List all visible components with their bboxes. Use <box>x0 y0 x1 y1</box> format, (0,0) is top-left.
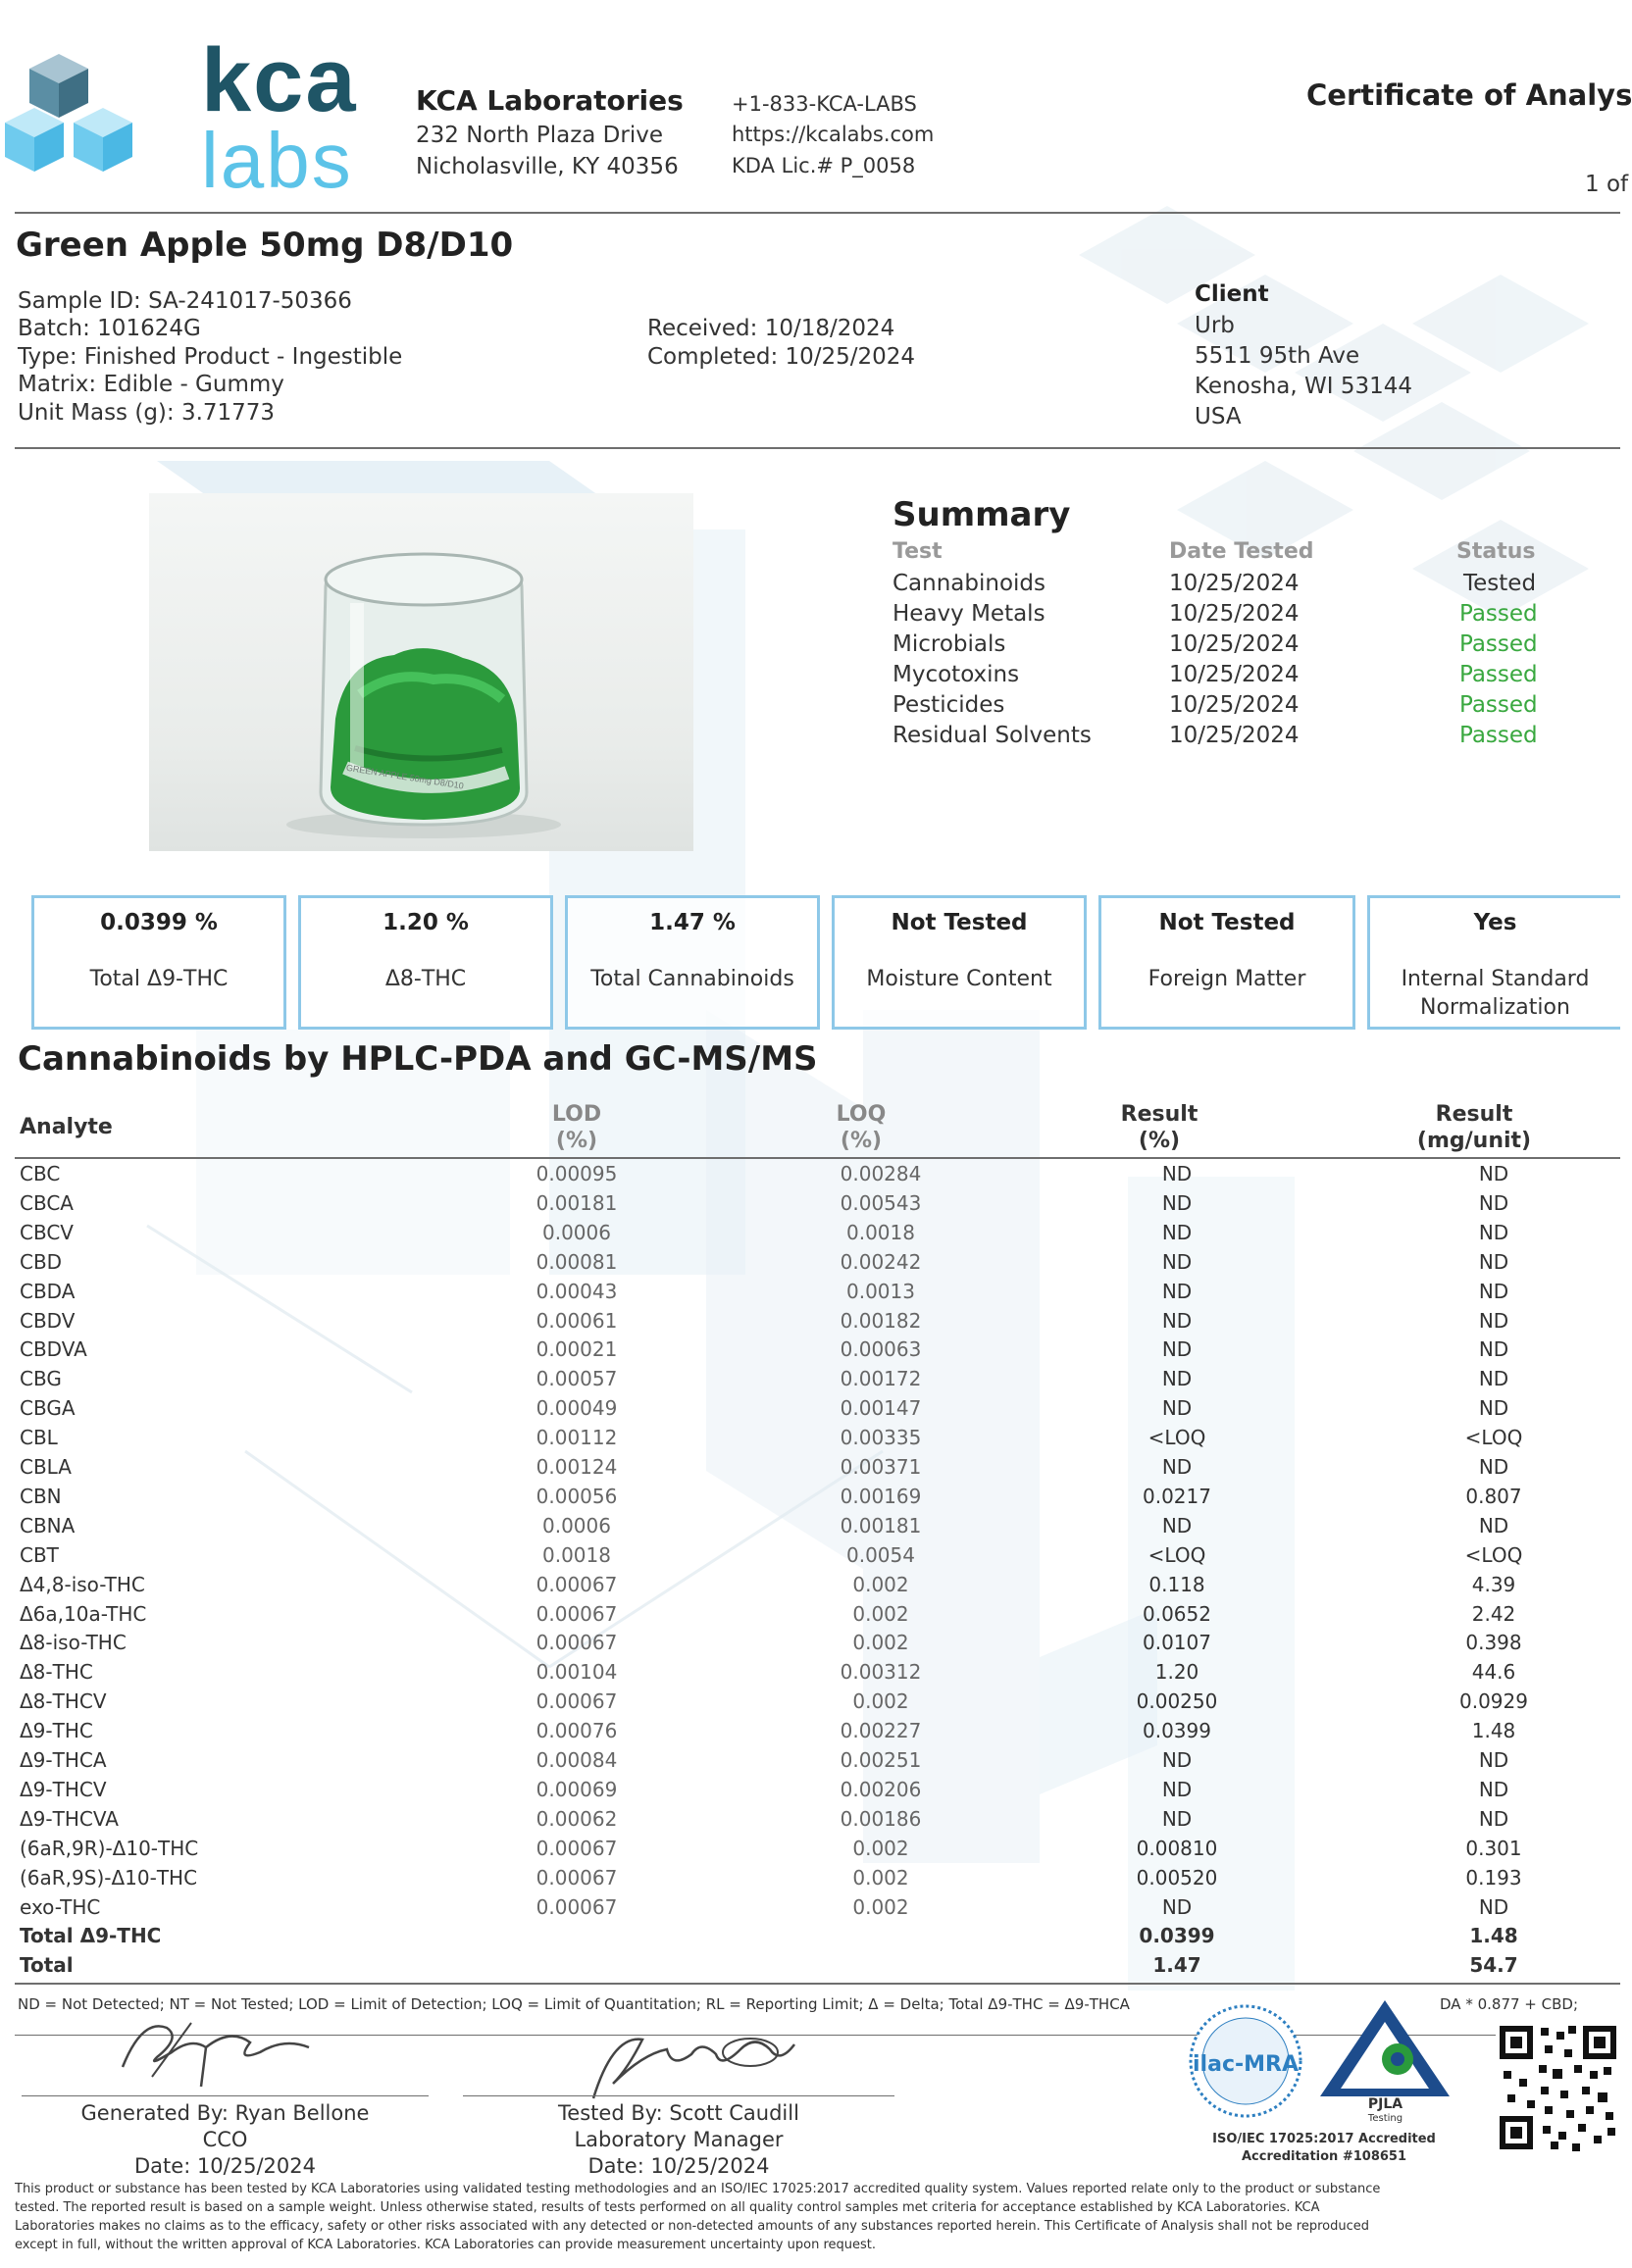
result-cell: 0.0652 <box>1143 1601 1211 1626</box>
footnote: ND = Not Detected; NT = Not Tested; LOD = Limit of Detection; LOQ = Limit of Quantitation; RL = Reporting Limit; Δ = Delta; Total Δ9-THC = Δ9-THCA <box>18 1995 1130 2013</box>
unit-mass: Unit Mass (g): 3.71773 <box>18 400 276 426</box>
analyte-cell: CBG <box>20 1367 62 1391</box>
table-row <box>18 1309 1606 1338</box>
table-row <box>18 1250 1606 1280</box>
mg-unit-cell: ND <box>1478 1455 1509 1479</box>
ilac-mra-text: ilac-MRA <box>1193 2052 1299 2077</box>
signature-line-generated <box>22 2095 429 2096</box>
result-cell: ND <box>1161 1367 1193 1391</box>
metric-label: Total Cannabinoids <box>590 967 794 991</box>
table-row <box>18 1426 1606 1455</box>
result-cell: ND <box>1161 1806 1193 1831</box>
summary-status: Passed <box>1459 662 1538 687</box>
analyte-cell: CBD <box>20 1249 63 1274</box>
mg-unit-cell: ND <box>1478 1308 1509 1333</box>
mg-unit-cell: 0.0929 <box>1459 1689 1528 1714</box>
mg-unit-cell: ND <box>1478 1748 1509 1772</box>
lab-phone: +1-833-KCA-LABS <box>732 92 917 116</box>
mg-unit-cell: 0.301 <box>1465 1836 1522 1860</box>
analyte-cell: CBN <box>20 1484 62 1508</box>
analyte-cell: Δ8-THCV <box>20 1689 107 1714</box>
mg-unit-cell: ND <box>1478 1894 1509 1919</box>
loq-cell: 0.00147 <box>840 1396 922 1421</box>
summary-test: Microbials <box>892 631 1006 657</box>
summary-status: Passed <box>1459 692 1538 718</box>
loq-cell: 0.00312 <box>840 1660 922 1685</box>
product-type: Type: Finished Product - Ingestible <box>18 344 403 370</box>
analyte-cell: Total Δ9-THC <box>20 1924 162 1948</box>
table-row <box>18 1866 1606 1895</box>
received-date: Received: 10/18/2024 <box>647 316 895 341</box>
metric-value: Not Tested <box>1158 910 1296 935</box>
col-result-label: Result <box>1120 1102 1198 1127</box>
loq-cell: 0.0013 <box>846 1279 915 1303</box>
disclaimer-line-3: Laboratories makes no claims as to the efficacy, safety or other risks associated with any detected or non-detected amounts of any substances reported herein. This Certificate of Analysis shall not be reproduced <box>15 2219 1369 2234</box>
result-cell: ND <box>1161 1249 1193 1274</box>
lod-cell: 0.00095 <box>536 1162 618 1185</box>
mg-unit-cell: ND <box>1478 1777 1509 1801</box>
loq-cell: 0.00335 <box>840 1426 922 1450</box>
generated-title: CCO <box>202 2128 248 2151</box>
table-row <box>18 1191 1606 1221</box>
tested-title: Laboratory Manager <box>574 2128 784 2151</box>
analyte-cell: CBL <box>20 1426 58 1450</box>
table-row <box>18 1280 1606 1309</box>
mg-unit-cell: 0.807 <box>1465 1484 1522 1508</box>
pjla-sub: Testing <box>1367 2113 1403 2124</box>
jar-label-text: GREEN APPLE 50mg D8/D10 <box>345 762 465 791</box>
lab-name: KCA Laboratories <box>416 84 684 117</box>
analyte-cell: CBT <box>20 1542 59 1567</box>
summary-status: Passed <box>1459 631 1538 657</box>
disclaimer-line-2: tested. The reported result is based on a sample weight. Unless otherwise stated, results of tests performed on all quality control samples met criteria for acceptance established by KCA Laboratories. KCA <box>15 2200 1320 2215</box>
cannabinoids-title: Cannabinoids by HPLC-PDA and GC-MS/MS <box>18 1039 818 1079</box>
mg-unit-cell: 0.193 <box>1465 1865 1522 1890</box>
lod-cell: 0.00067 <box>536 1689 618 1714</box>
lab-address-2: Nicholasville, KY 40356 <box>416 154 679 179</box>
analyte-cell: Δ8-iso-THC <box>20 1631 127 1655</box>
table-row <box>18 1367 1606 1396</box>
table-row <box>18 1748 1606 1778</box>
info-divider <box>15 447 1620 449</box>
lod-cell: 0.00061 <box>536 1308 618 1333</box>
metric-box-d8-thc <box>298 895 553 1030</box>
mg-unit-cell: 4.39 <box>1471 1572 1516 1596</box>
table-row <box>18 1455 1606 1485</box>
loq-cell: 0.00172 <box>840 1367 922 1391</box>
client-heading: Client <box>1195 281 1269 307</box>
result-cell: ND <box>1161 1513 1193 1537</box>
analyte-cell: Δ9-THC <box>20 1719 93 1743</box>
result-cell: 0.0399 <box>1143 1719 1211 1743</box>
metric-value: Yes <box>1473 910 1517 935</box>
lod-cell: 0.00067 <box>536 1894 618 1919</box>
table-row <box>18 1485 1606 1514</box>
lab-website[interactable]: https://kcalabs.com <box>732 123 935 146</box>
lod-cell: 0.00057 <box>536 1367 618 1391</box>
summary-test: Residual Solvents <box>892 723 1092 748</box>
analyte-cell: CBGA <box>20 1396 76 1421</box>
lod-cell: 0.00056 <box>536 1484 618 1508</box>
table-row <box>18 1162 1606 1191</box>
summary-date: 10/25/2024 <box>1169 692 1300 718</box>
analyte-cell: Δ9-THCVA <box>20 1806 119 1831</box>
result-cell: 0.0217 <box>1143 1484 1211 1508</box>
result-cell: <LOQ <box>1148 1426 1206 1450</box>
result-cell: <LOQ <box>1148 1542 1206 1567</box>
summary-test: Pesticides <box>892 692 1005 718</box>
result-cell: ND <box>1161 1162 1193 1185</box>
table-row <box>18 1514 1606 1543</box>
col-loq-label: LOQ <box>836 1102 887 1127</box>
summary-date: 10/25/2024 <box>1169 662 1300 687</box>
mg-unit-cell: 1.48 <box>1469 1924 1518 1948</box>
table-row <box>18 1337 1606 1367</box>
loq-cell: 0.002 <box>852 1894 909 1919</box>
gummy-jar-icon <box>149 493 693 851</box>
tested-by: Tested By: Scott Caudill <box>558 2101 799 2125</box>
loq-cell: 0.00181 <box>840 1513 922 1537</box>
analyte-cell: CBDV <box>20 1308 76 1333</box>
col-lod <box>479 1101 675 1154</box>
signature-scott-caudill <box>574 2015 809 2113</box>
mg-unit-cell: ND <box>1478 1806 1509 1831</box>
analyte-cell: exo-THC <box>20 1894 101 1919</box>
lod-cell: 0.00067 <box>536 1572 618 1596</box>
logo-text-kca: kca <box>201 30 358 130</box>
table-row <box>18 1719 1606 1748</box>
col-mg-unit <box>1356 1101 1592 1154</box>
table-bottom-divider <box>15 1983 1620 1985</box>
header-divider <box>15 212 1620 214</box>
summary-title: Summary <box>892 495 1071 534</box>
metric-box-total-d9-thc <box>31 895 286 1030</box>
summary-status: Tested <box>1463 571 1537 596</box>
metric-box-internal-standard <box>1367 895 1620 1030</box>
loq-cell: 0.002 <box>852 1836 909 1860</box>
lod-cell: 0.00069 <box>536 1777 618 1801</box>
result-cell: ND <box>1161 1308 1193 1333</box>
analyte-cell: Δ9-THCV <box>20 1777 107 1801</box>
lod-cell: 0.00043 <box>536 1279 618 1303</box>
tested-date: Date: 10/25/2024 <box>587 2154 770 2178</box>
pjla-text: PJLA <box>1367 2096 1403 2112</box>
lod-cell: 0.00067 <box>536 1865 618 1890</box>
table-row <box>18 1396 1606 1426</box>
lod-cell: 0.0006 <box>542 1513 611 1537</box>
mg-unit-cell: ND <box>1478 1190 1509 1215</box>
analyte-cell: Δ8-THC <box>20 1660 93 1685</box>
document-title: Certificate of Analys <box>1306 78 1632 112</box>
mg-unit-cell: ND <box>1478 1513 1509 1537</box>
analyte-cell: Total <box>20 1953 74 1978</box>
mg-unit-cell: <LOQ <box>1464 1542 1523 1567</box>
qr-code-icon[interactable] <box>1496 2022 1620 2154</box>
loq-cell: 0.0018 <box>846 1220 915 1244</box>
lod-cell: 0.0006 <box>542 1220 611 1244</box>
client-city: Kenosha, WI 53144 <box>1195 374 1413 399</box>
lod-cell: 0.00067 <box>536 1836 618 1860</box>
loq-cell: 0.00227 <box>840 1719 922 1743</box>
generated-date: Date: 10/25/2024 <box>134 2154 316 2178</box>
mg-unit-cell: ND <box>1478 1337 1509 1362</box>
lod-cell: 0.00084 <box>536 1748 618 1772</box>
summary-test: Mycotoxins <box>892 662 1020 687</box>
generated-by: Generated By: Ryan Bellone <box>80 2101 370 2125</box>
mg-unit-cell: 2.42 <box>1471 1601 1516 1626</box>
mg-unit-cell: 44.6 <box>1471 1660 1516 1685</box>
loq-cell: 0.00182 <box>840 1308 922 1333</box>
col-mg-unit-label: (mg/unit) <box>1416 1129 1532 1153</box>
ilac-mra-logo-icon <box>1182 2000 1309 2128</box>
lod-cell: 0.00049 <box>536 1396 618 1421</box>
loq-cell: 0.002 <box>852 1689 909 1714</box>
analyte-cell: CBC <box>20 1162 61 1185</box>
table-row <box>18 1573 1606 1602</box>
mg-unit-cell: ND <box>1478 1367 1509 1391</box>
table-row <box>18 1660 1606 1689</box>
summary-status: Passed <box>1459 723 1538 748</box>
table-row <box>18 1631 1606 1660</box>
result-cell: ND <box>1161 1455 1193 1479</box>
result-cell: ND <box>1161 1777 1193 1801</box>
metric-value: 0.0399 % <box>100 910 218 935</box>
table-row <box>18 1807 1606 1837</box>
accreditation-number: Accreditation #108651 <box>1242 2149 1406 2164</box>
client-street: 5511 95th Ave <box>1195 343 1360 369</box>
loq-cell: 0.0054 <box>846 1542 915 1567</box>
lod-cell: 0.00067 <box>536 1631 618 1655</box>
lod-cell: 0.0018 <box>542 1542 611 1567</box>
result-cell: 0.118 <box>1148 1572 1205 1596</box>
table-total-row <box>18 1924 1606 1953</box>
lod-cell: 0.00104 <box>536 1660 618 1685</box>
client-name: Urb <box>1195 313 1235 338</box>
col-lod-unit: (%) <box>555 1129 598 1153</box>
result-cell: ND <box>1161 1337 1193 1362</box>
table-row <box>18 1602 1606 1632</box>
result-cell: 0.00520 <box>1136 1865 1218 1890</box>
loq-cell: 0.00251 <box>840 1748 922 1772</box>
loq-cell: 0.00186 <box>840 1806 922 1831</box>
result-cell: 1.20 <box>1154 1660 1199 1685</box>
lod-cell: 0.00124 <box>536 1455 618 1479</box>
result-cell: ND <box>1161 1220 1193 1244</box>
analyte-cell: Δ4,8-iso-THC <box>20 1572 145 1596</box>
loq-cell: 0.00206 <box>840 1777 922 1801</box>
lod-cell: 0.00112 <box>536 1426 618 1450</box>
sample-id: Sample ID: SA-241017-50366 <box>18 288 352 314</box>
result-cell: 0.00250 <box>1136 1689 1218 1714</box>
result-cell: 0.00810 <box>1136 1836 1218 1860</box>
analyte-cell: Δ9-THCA <box>20 1748 107 1772</box>
col-result <box>1042 1101 1277 1154</box>
table-row <box>18 1895 1606 1925</box>
result-cell: 1.47 <box>1152 1953 1201 1978</box>
col-lod-label: LOD <box>551 1102 602 1127</box>
lod-cell: 0.00021 <box>536 1337 618 1362</box>
metric-label: Moisture Content <box>866 967 1052 991</box>
result-cell: ND <box>1161 1279 1193 1303</box>
table-row <box>18 1689 1606 1719</box>
analyte-cell: CBDA <box>20 1279 76 1303</box>
mg-unit-cell: 1.48 <box>1471 1719 1516 1743</box>
product-name: Green Apple 50mg D8/D10 <box>16 226 514 265</box>
footnote-right: DA * 0.877 + CBD; <box>1440 1995 1578 2013</box>
loq-cell: 0.00543 <box>840 1190 922 1215</box>
completed-date: Completed: 10/25/2024 <box>647 344 916 370</box>
matrix: Matrix: Edible - Gummy <box>18 372 284 397</box>
table-row <box>18 1837 1606 1866</box>
summary-header-status: Status <box>1456 539 1536 564</box>
loq-cell: 0.00242 <box>840 1249 922 1274</box>
metric-label: Δ8-THC <box>384 967 467 991</box>
metric-label: Foreign Matter <box>1148 967 1306 991</box>
summary-test: Heavy Metals <box>892 601 1046 627</box>
summary-header-test: Test <box>892 539 943 564</box>
mg-unit-cell: ND <box>1478 1249 1509 1274</box>
disclaimer-line-4: except in full, without the written approval of KCA Laboratories. KCA Laboratories can provide measurement uncertainty upon request. <box>15 2238 876 2252</box>
result-cell: ND <box>1161 1190 1193 1215</box>
analyte-cell: CBCV <box>20 1220 74 1244</box>
summary-header-date: Date Tested <box>1169 539 1314 564</box>
analyte-cell: CBNA <box>20 1513 76 1537</box>
metric-box-foreign-matter <box>1098 895 1355 1030</box>
metric-box-moisture <box>832 895 1087 1030</box>
col-analyte: Analyte <box>20 1115 113 1139</box>
table-header-divider <box>15 1157 1620 1159</box>
result-cell: ND <box>1161 1748 1193 1772</box>
loq-cell: 0.002 <box>852 1631 909 1655</box>
lod-cell: 0.00181 <box>536 1190 618 1215</box>
mg-unit-cell: ND <box>1478 1162 1509 1185</box>
summary-status: Passed <box>1459 601 1538 627</box>
result-cell: ND <box>1161 1396 1193 1421</box>
result-cell: ND <box>1161 1894 1193 1919</box>
metric-label: Total Δ9-THC <box>89 967 229 991</box>
loq-cell: 0.00371 <box>840 1455 922 1479</box>
signature-ryan-bellone <box>113 2008 329 2096</box>
table-row <box>18 1543 1606 1573</box>
table-total-row <box>18 1953 1606 1983</box>
product-photo <box>149 493 693 851</box>
summary-date: 10/25/2024 <box>1169 571 1300 596</box>
summary-date: 10/25/2024 <box>1169 631 1300 657</box>
summary-date: 10/25/2024 <box>1169 601 1300 627</box>
batch: Batch: 101624G <box>18 316 201 341</box>
signature-line-tested <box>463 2095 894 2096</box>
lod-cell: 0.00081 <box>536 1249 618 1274</box>
mg-unit-cell: ND <box>1478 1220 1509 1244</box>
disclaimer-line-1: This product or substance has been tested by KCA Laboratories using validated testing methodologies and an ISO/IEC 17025:2017 accredited quality system. Values reported relate only to the product or substance <box>15 2182 1381 2196</box>
lod-cell: 0.00067 <box>536 1601 618 1626</box>
mg-unit-cell: <LOQ <box>1464 1426 1523 1450</box>
metric-box-total-cannabinoids <box>565 895 820 1030</box>
loq-cell: 0.00169 <box>840 1484 922 1508</box>
analyte-cell: CBCA <box>20 1190 74 1215</box>
mg-unit-cell: 54.7 <box>1469 1953 1518 1978</box>
analyte-cell: CBDVA <box>20 1337 87 1362</box>
metric-value: 1.20 % <box>382 910 469 935</box>
iso-accreditation: ISO/IEC 17025:2017 Accredited <box>1212 2132 1436 2146</box>
lod-cell: 0.00062 <box>536 1806 618 1831</box>
summary-date: 10/25/2024 <box>1169 723 1300 748</box>
logo-cubes-icon <box>0 49 186 206</box>
mg-unit-cell: ND <box>1478 1279 1509 1303</box>
loq-cell: 0.00284 <box>840 1162 922 1185</box>
col-mg-label: Result <box>1435 1102 1513 1127</box>
mg-unit-cell: ND <box>1478 1396 1509 1421</box>
lod-cell: 0.00076 <box>536 1719 618 1743</box>
mg-unit-cell: 0.398 <box>1465 1631 1522 1655</box>
metric-value: Not Tested <box>891 910 1028 935</box>
lab-license: KDA Lic.# P_0058 <box>732 154 916 177</box>
result-cell: 0.0399 <box>1139 1924 1215 1948</box>
table-row <box>18 1778 1606 1807</box>
pjla-logo-icon <box>1319 1998 1452 2101</box>
lab-address-1: 232 North Plaza Drive <box>416 123 664 148</box>
analyte-cell: (6aR,9S)-Δ10-THC <box>20 1865 198 1890</box>
analyte-cell: CBLA <box>20 1455 72 1479</box>
summary-test: Cannabinoids <box>892 571 1046 596</box>
col-result-unit: (%) <box>1138 1129 1181 1153</box>
client-country: USA <box>1195 404 1242 429</box>
analyte-cell: Δ6a,10a-THC <box>20 1601 147 1626</box>
page-number: 1 of <box>1585 172 1629 197</box>
metric-value: 1.47 % <box>649 910 736 935</box>
metric-label: Internal Standard Normalization <box>1401 967 1590 1020</box>
loq-cell: 0.002 <box>852 1601 909 1626</box>
result-cell: 0.0107 <box>1143 1631 1211 1655</box>
loq-cell: 0.002 <box>852 1865 909 1890</box>
col-loq <box>763 1101 959 1154</box>
loq-cell: 0.002 <box>852 1572 909 1596</box>
col-loq-unit: (%) <box>840 1129 883 1153</box>
logo-text-labs: labs <box>201 117 353 204</box>
table-row <box>18 1221 1606 1250</box>
loq-cell: 0.00063 <box>840 1337 922 1362</box>
analyte-cell: (6aR,9R)-Δ10-THC <box>20 1836 199 1860</box>
